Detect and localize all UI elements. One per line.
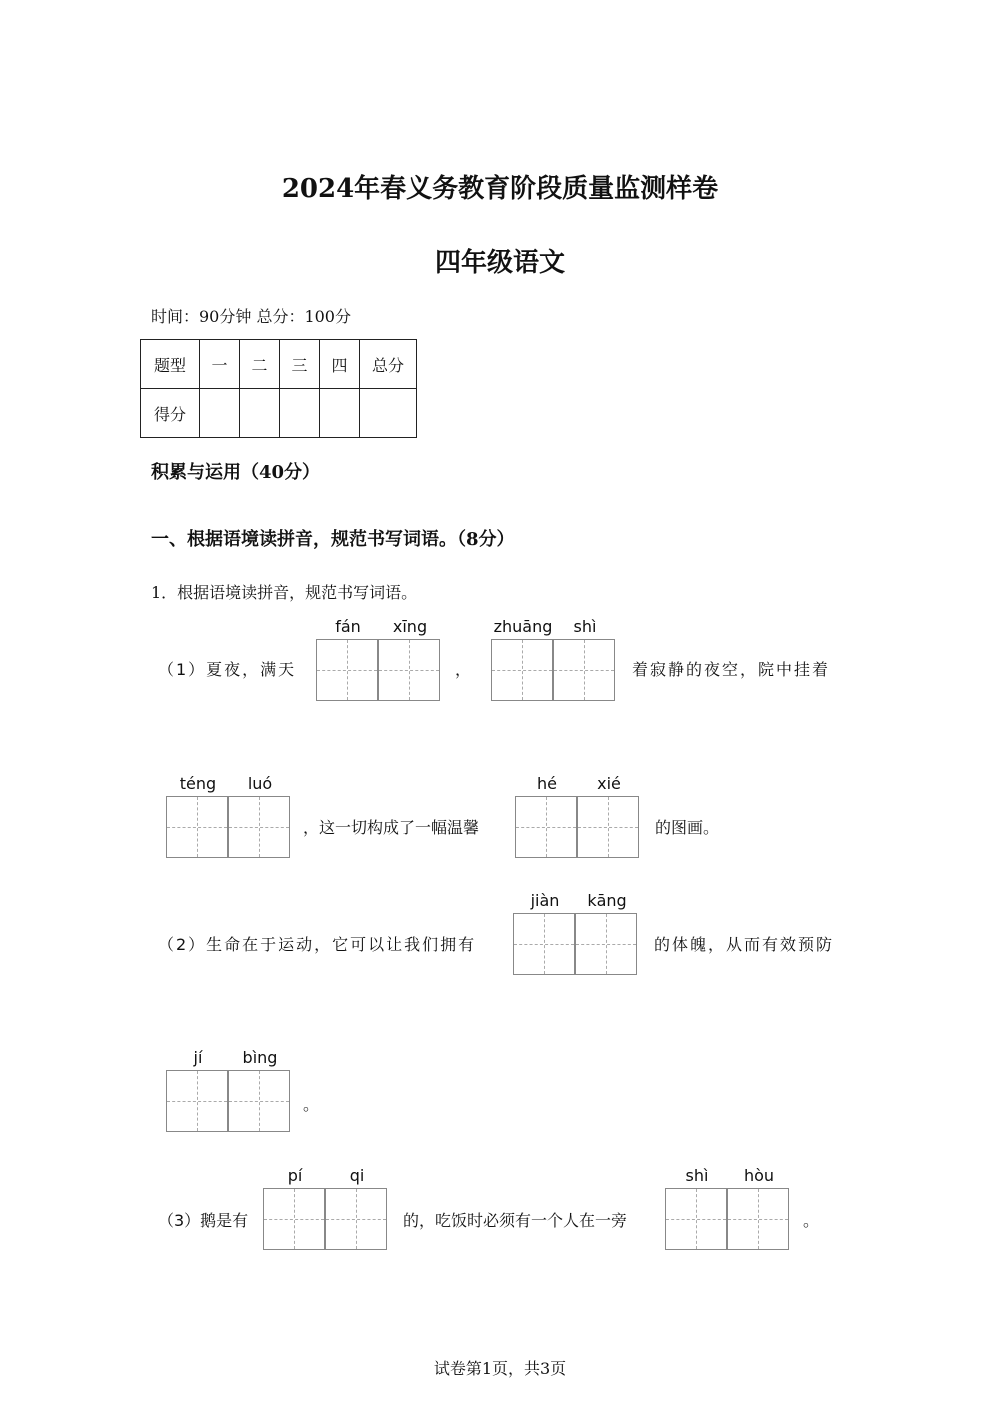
exam-title: 2024年春义务教育阶段质量监测样卷 [281, 174, 719, 204]
score-input-cell[interactable] [200, 389, 240, 438]
score-table [140, 339, 417, 438]
pinyin-label: bìng [242, 1048, 278, 1067]
exam-subtitle: 四年级语文 [434, 248, 565, 278]
tianzi-grid-box[interactable] [166, 1070, 228, 1132]
tianzi-grid-box[interactable] [491, 639, 553, 701]
q1-p1-end: 的图画。 [655, 818, 720, 837]
tianzi-grid-box[interactable] [513, 913, 575, 975]
tianzi-grid-box[interactable] [553, 639, 615, 701]
q1-p1-prefix: （1）夏夜，满天 [158, 660, 297, 679]
tianzi-grid-box[interactable] [727, 1188, 789, 1250]
table-row [141, 340, 417, 389]
table-cell: 二 [240, 340, 280, 389]
tianzi-grid-box[interactable] [166, 796, 228, 858]
q1-p3-end: 。 [803, 1211, 822, 1230]
tianzi-grid-box[interactable] [577, 796, 639, 858]
q1-p3-prefix: （3）鹅是有 [158, 1211, 249, 1230]
score-input-cell[interactable] [280, 389, 320, 438]
tianzi-grid-box[interactable] [665, 1188, 727, 1250]
pinyin-label: xié [597, 774, 621, 793]
tianzi-grid-box[interactable] [263, 1188, 325, 1250]
q1-p3-mid: 的，吃饭时必须有一个人在一旁 [403, 1211, 628, 1230]
pinyin-label: zhuāng [493, 617, 553, 636]
table-cell: 得分 [141, 389, 200, 438]
table-cell: 三 [280, 340, 320, 389]
pinyin-label: hòu [743, 1166, 775, 1185]
pinyin-label: shì [573, 617, 597, 636]
page-footer: 试卷第1页，共3页 [433, 1359, 567, 1378]
tianzi-grid-box[interactable] [515, 796, 577, 858]
tianzi-grid-box[interactable] [378, 639, 440, 701]
tianzi-grid-box[interactable] [575, 913, 637, 975]
pinyin-label: téng [179, 774, 217, 793]
tianzi-grid-box[interactable] [228, 1070, 290, 1132]
table-row [141, 389, 417, 438]
table-cell: 四 [320, 340, 360, 389]
pinyin-label: qi [349, 1166, 365, 1185]
pinyin-label: jí [193, 1048, 203, 1067]
pinyin-label: shì [685, 1166, 709, 1185]
section-one-heading: 一、根据语境读拼音，规范书写词语。（8分） [151, 529, 515, 550]
pinyin-label: kāng [587, 891, 627, 910]
tianzi-grid-box[interactable] [228, 796, 290, 858]
score-input-cell[interactable] [240, 389, 280, 438]
q1-p2-end: 。 [303, 1095, 322, 1114]
pinyin-label: fán [335, 617, 361, 636]
tianzi-grid-box[interactable] [325, 1188, 387, 1250]
q1-p1-comma: ， [455, 660, 474, 679]
pinyin-label: xīng [392, 617, 428, 636]
table-cell: 总分 [360, 340, 417, 389]
pinyin-label: jiàn [530, 891, 560, 910]
tianzi-grid-box[interactable] [316, 639, 378, 701]
section-part-heading: 积累与运用（40分） [151, 462, 321, 483]
pinyin-label: luó [247, 774, 273, 793]
pinyin-label: hé [537, 774, 557, 793]
q1-p2-prefix: （2）生命在于运动，它可以让我们拥有 [158, 935, 477, 954]
score-input-cell[interactable] [320, 389, 360, 438]
table-cell: 一 [200, 340, 240, 389]
pinyin-label: pí [287, 1166, 303, 1185]
score-input-cell[interactable] [360, 389, 417, 438]
exam-meta: 时间：90分钟 总分：100分 [151, 307, 351, 326]
q1-p1-mid: ，这一切构成了一幅温馨 [303, 818, 480, 837]
question-intro: 1．根据语境读拼音，规范书写词语。 [151, 583, 418, 602]
q1-p2-suffix: 的体魄，从而有效预防 [654, 935, 835, 954]
table-cell: 题型 [141, 340, 200, 389]
q1-p1-suffix: 着寂静的夜空，院中挂着 [632, 660, 831, 679]
